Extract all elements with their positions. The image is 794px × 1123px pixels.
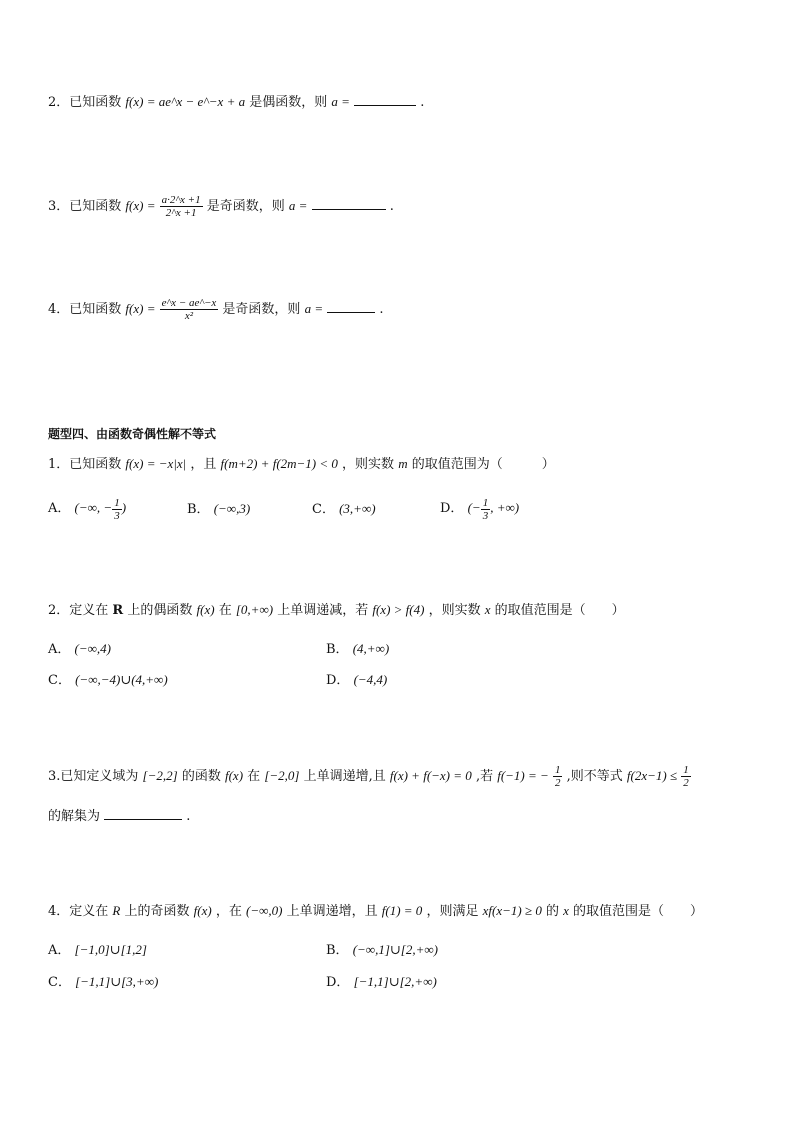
option-label: B． <box>326 642 349 657</box>
fraction-denominator: 2^x +1 <box>165 207 197 219</box>
option-d[interactable] <box>326 971 437 990</box>
question-text: ,则不等式 <box>566 769 623 784</box>
option-value: (−∞, − $\frac{1}{3}$ ) <box>74 496 127 522</box>
question-text: 在 <box>218 603 232 618</box>
fraction-numerator: a·2^x +1 <box>161 194 201 206</box>
option-label: A． <box>48 501 71 516</box>
option-value: [−1,1]∪[3,+∞) <box>75 974 159 989</box>
question-text: 的函数 <box>181 769 221 784</box>
formula: f(x) + f(−x) = 0 <box>389 768 472 783</box>
set-symbol: R <box>112 903 121 918</box>
question-text: 是偶函数，则 <box>249 95 328 110</box>
formula: f(−1) = − <box>497 768 549 783</box>
formula: f(2x−1) ≤ <box>626 768 678 783</box>
fraction <box>160 194 203 219</box>
fraction-denominator: 2 <box>683 777 689 789</box>
punctuation: . <box>186 809 191 824</box>
fraction <box>112 497 122 522</box>
answer-variable: a = <box>331 94 350 109</box>
option-value: (−∞,−4)∪(4,+∞) <box>75 672 168 687</box>
option-value: [−1,0]∪[1,2] <box>74 942 147 957</box>
fraction <box>553 764 563 789</box>
option-label: C． <box>48 975 71 990</box>
question-text: 的取值范围是（ ） <box>573 904 704 919</box>
option-value: (3,+∞) <box>339 501 376 516</box>
answer-blank[interactable] <box>312 196 386 210</box>
option-c[interactable] <box>312 498 376 517</box>
interval: [−2,0] <box>264 768 300 783</box>
formula: f(x) > f(4) <box>372 602 425 617</box>
answer-blank[interactable] <box>327 299 375 313</box>
question-text: 上单调递增,且 <box>303 769 386 784</box>
question-text: 2．已知函数 <box>48 95 122 110</box>
answer-blank[interactable] <box>104 806 182 820</box>
variable: x <box>563 903 569 918</box>
formula: f(x) <box>193 903 212 918</box>
formula: f(x) = <box>125 198 156 213</box>
interval: [−2,2] <box>142 768 178 783</box>
fraction <box>681 764 691 789</box>
option-label: A． <box>48 943 71 958</box>
option-value: (−∞,4) <box>74 641 111 656</box>
answer-variable: a = <box>288 198 308 213</box>
answer-blank[interactable] <box>354 92 416 106</box>
formula: f(m+2) + f(2m−1) < 0 <box>220 456 338 471</box>
formula: f(x) = −x|x| <box>125 456 187 471</box>
formula: xf(x−1) ≥ 0 <box>482 903 542 918</box>
option-value: (4,+∞) <box>352 641 390 656</box>
option-label: D． <box>326 975 350 990</box>
option-label: D． <box>440 501 464 516</box>
section-question-3-cont <box>48 806 190 825</box>
set-symbol: R <box>112 603 124 618</box>
fraction <box>481 497 491 522</box>
question-text: 的 <box>545 904 559 919</box>
question-text: 的取值范围为（ ） <box>411 457 555 472</box>
question-text: ，且 <box>190 457 217 472</box>
question-text: 上的偶函数 <box>127 603 193 618</box>
question-4 <box>48 295 384 324</box>
option-d[interactable] <box>440 494 519 523</box>
punctuation: . <box>379 302 384 317</box>
option-value: (−∞,1]∪[2,+∞) <box>352 942 438 957</box>
option-value: [−1,1]∪[2,+∞) <box>353 974 437 989</box>
option-label: A． <box>48 642 71 657</box>
section-title: 题型四、由函数奇偶性解不等式 <box>48 427 217 441</box>
question-text: 是奇函数，则 <box>222 302 301 317</box>
section-question-4 <box>48 903 703 920</box>
option-label: C． <box>312 502 335 517</box>
section-question-3 <box>48 762 691 791</box>
option-c[interactable] <box>48 669 168 688</box>
formula: f(x) = <box>125 301 156 316</box>
fraction-denominator: 2 <box>554 777 561 789</box>
option-a[interactable] <box>48 939 147 958</box>
option-b[interactable] <box>187 498 250 517</box>
option-value: (− $\frac{1}{3}$ , +∞) <box>467 496 520 522</box>
option-b[interactable] <box>326 939 438 958</box>
question-text: 的解集为 <box>48 809 101 824</box>
interval: [0,+∞) <box>235 602 274 617</box>
formula: f(x) = ae^x − e^−x + a <box>125 94 246 109</box>
question-text: 4．已知函数 <box>48 302 122 317</box>
variable: x <box>484 602 491 617</box>
punctuation: . <box>389 199 394 214</box>
variable: m <box>398 456 408 471</box>
option-label: D． <box>326 673 350 688</box>
fraction-numerator: 1 <box>554 764 561 776</box>
option-c[interactable] <box>48 971 158 990</box>
option-label: B． <box>326 943 349 958</box>
question-text: 4．定义在 <box>48 904 109 919</box>
question-text: 上的奇函数 <box>124 904 190 919</box>
formula: f(1) = 0 <box>381 903 423 918</box>
fraction-denominator: 3 <box>482 509 489 522</box>
question-text: 上单调递增，且 <box>286 904 378 919</box>
question-text: 2．定义在 <box>48 603 109 618</box>
fraction-denominator: x² <box>184 310 194 322</box>
fraction <box>160 297 219 322</box>
question-text: ，则满足 <box>426 904 479 919</box>
question-text: 在 <box>247 769 261 784</box>
question-text: 上单调递减，若 <box>277 603 369 618</box>
option-label: C． <box>48 673 71 688</box>
option-d[interactable] <box>326 669 387 688</box>
fraction-numerator: 1 <box>114 496 120 509</box>
question-text: 3.已知定义域为 <box>48 769 139 784</box>
question-text: 1．已知函数 <box>48 457 122 472</box>
option-b[interactable] <box>326 638 389 657</box>
question-3 <box>48 192 394 221</box>
interval: (−∞,0) <box>246 903 283 918</box>
answer-variable: a = <box>304 301 324 316</box>
question-text: ，在 <box>215 904 242 919</box>
formula: f(x) <box>224 768 244 783</box>
punctuation: . <box>420 95 425 110</box>
question-text: 是奇函数，则 <box>206 199 285 214</box>
fraction-numerator: 1 <box>683 764 689 776</box>
fraction-denominator: 3 <box>114 509 120 522</box>
question-2 <box>48 92 424 111</box>
section-question-1 <box>48 456 555 473</box>
option-value: (−∞,3) <box>213 501 251 516</box>
option-label: B． <box>187 502 210 517</box>
question-text: 3．已知函数 <box>48 199 122 214</box>
question-text: ，则实数 <box>428 603 481 618</box>
question-text: ,若 <box>475 769 494 784</box>
question-text: 的取值范围是（ ） <box>494 603 625 618</box>
question-text: ，则实数 <box>342 457 395 472</box>
section-question-2 <box>48 602 625 619</box>
option-a[interactable] <box>48 638 111 657</box>
option-a[interactable] <box>48 494 126 523</box>
formula: f(x) <box>196 602 215 617</box>
fraction-numerator: e^x − ae^−x <box>161 297 217 309</box>
option-value: (−4,4) <box>353 672 388 687</box>
fraction-numerator: 1 <box>482 496 489 509</box>
